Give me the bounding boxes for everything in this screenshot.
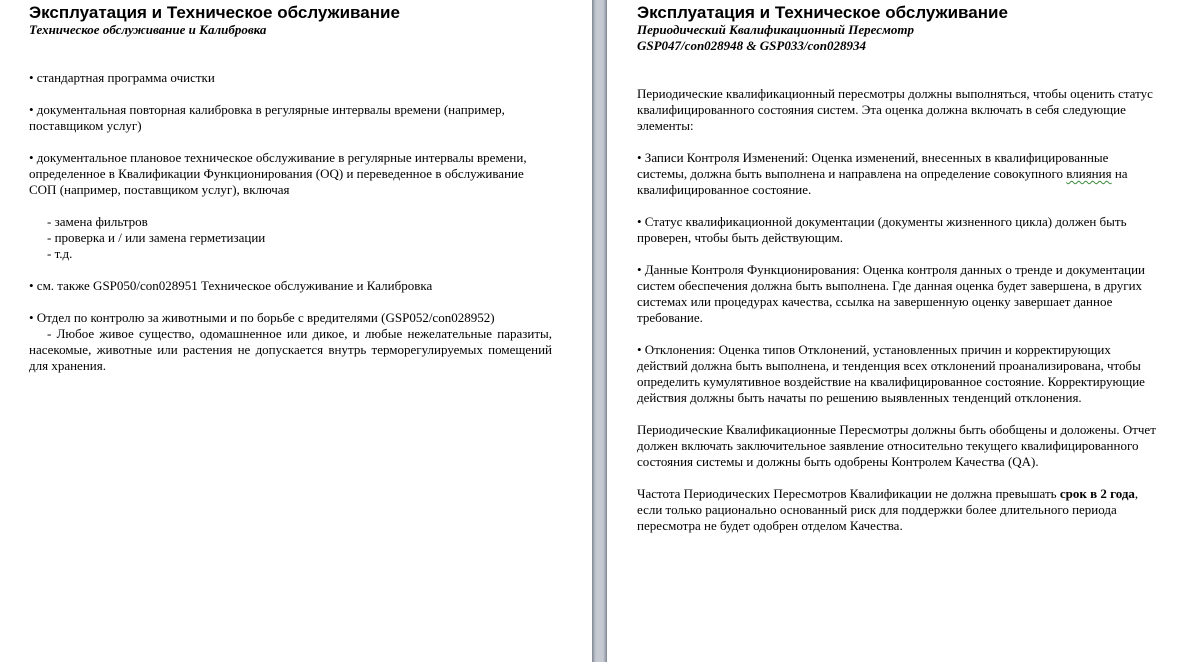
sub-item-filters: - замена фильтров — [47, 214, 148, 229]
page-subtitle: Периодический Квалификационный Пересмотр — [637, 22, 915, 37]
page-content — [29, 4, 552, 374]
bullet-change-control-end: на квалифицированное состояние. — [637, 166, 1128, 197]
bullet-see-also: • см. также GSP050/con028951 Техническое обслуживание и Калибровка — [29, 278, 433, 293]
bullet-change-control — [637, 150, 1161, 198]
bullet-cleaning-program: • стандартная программа очистки — [29, 70, 215, 85]
bullet-recalibration: • документальная повторная калибровка в регулярные интервалы времени (например, поставщиком услуг) — [29, 102, 505, 133]
page-title: Эксплуатация и Техническое обслуживание — [29, 3, 400, 22]
bullet-planned-maintenance: • документальное плановое техническое обслуживание в регулярные интервалы времени, определенное в Квалификации Функционирования (OQ) и переведенное в обслуживание СОП (например, поставщиком услуг), включая — [29, 150, 527, 197]
frequency-paragraph — [637, 486, 1161, 534]
pest-control-detail: - Любое живое существо, одомашненное или дикое, и любые нежелательные паразиты, насекомые, животные или растения не допускается внутрь терморегулируемых помещений для хранения. — [29, 326, 552, 373]
page-subtitle: Техническое обслуживание и Калибровка — [29, 22, 267, 37]
bullet-deviations: • Отклонения: Оценка типов Отклонений, установленных причин и корректирующих действий должна быть выполнена, и тенденция всех отклонений проанализирована, чтобы определить кумулятивное воздействие на квалифицированное состояние. Корректирующие действия должны быть начаты по решению выявленных тенденций отклонения. — [637, 342, 1145, 405]
sub-item-sealing: - проверка и / или замена герметизации — [47, 230, 266, 245]
page-title: Эксплуатация и Техническое обслуживание — [637, 3, 1008, 22]
bullet-change-control-text: • Записи Контроля Изменений: Оценка изменений, внесенных в квалифицированные системы, должна быть выполнена и направлена на определение совокупного — [637, 150, 1109, 181]
frequency-term: срок в 2 года — [1059, 486, 1135, 501]
page-gutter — [592, 0, 607, 662]
frequency-text-end: , если только рационально основанный риск для поддержки более длительного периода пересмотра не будет одобрен отделом Качества. — [637, 486, 1139, 533]
document-page-left — [0, 0, 592, 662]
page-content — [637, 4, 1161, 534]
document-page-right — [607, 0, 1204, 662]
bullet-qualification-docs: • Статус квалификационной документации (документы жизненного цикла) должен быть проверен, чтобы быть действующим. — [637, 214, 1127, 245]
bullet-operational-data: • Данные Контроля Функционирования: Оценка контроля данных о тренде и документации систем обеспечения должна быть выполнена. Где данная оценка будет завершена, в других системах или процедурах качества, ссылка на завершенную оценку завершает данное требование. — [637, 262, 1145, 325]
frequency-text: Частота Периодических Пересмотров Квалификации не должна превышать — [637, 486, 1060, 501]
page-subtitle-references: GSP047/con028948 & GSP033/con028934 — [637, 38, 866, 53]
spellcheck-marked-word: влияния — [1066, 166, 1112, 181]
bullet-pest-control: • Отдел по контролю за животными и по борьбе с вредителями (GSP052/con028952) — [29, 310, 495, 325]
sub-item-etc: - т.д. — [47, 246, 73, 261]
summary-paragraph: Периодические Квалификационные Пересмотры должны быть обобщены и доложены. Отчет должен включать заключительное заявление относительно текущего квалифицированного состояния системы и должны быть одобрены Контролем Качества (QA). — [637, 422, 1156, 469]
intro-paragraph: Периодические квалификационный пересмотры должны выполняться, чтобы оценить статус квалифицированного состояния систем. Эта оценка должна включать в себя следующие элементы: — [637, 86, 1153, 133]
